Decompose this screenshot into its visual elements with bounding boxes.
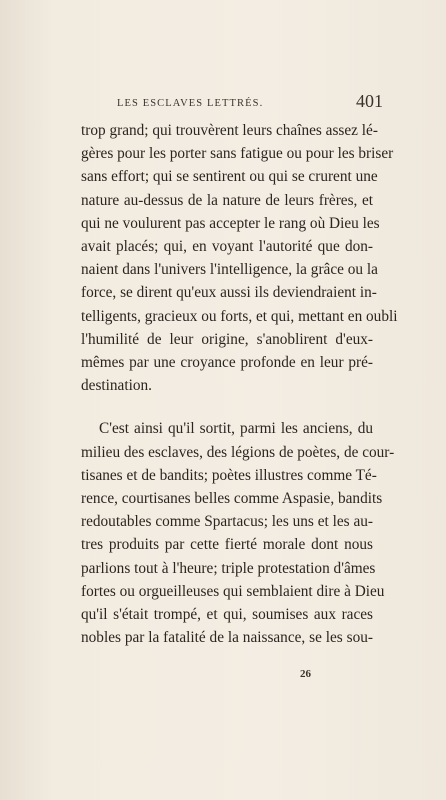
text-line: qu'il s'était trompé, et qui, soumises aux races xyxy=(81,606,373,624)
text-line: nobles par la fatalité de la naissance, se les sou- xyxy=(81,629,373,647)
text-line: trop grand; qui trouvèrent leurs chaînes assez lé- xyxy=(81,122,378,139)
text-line: force, se dirent qu'eux aussi ils deviendraient in- xyxy=(81,284,377,302)
running-head-title: LES ESCLAVES LETTRÉS. xyxy=(117,98,264,109)
text-line: C'est ainsi qu'il sortit, parmi les anciens, du xyxy=(99,420,373,438)
text-line: tres produits par cette fierté morale dont nous xyxy=(81,536,373,554)
paragraph-1 xyxy=(81,119,398,397)
text-line: nature au-dessus de la nature de leurs frères, et xyxy=(81,191,373,209)
text-line: destination. xyxy=(81,377,152,395)
body-text xyxy=(81,119,398,649)
page-number: 401 xyxy=(356,91,383,111)
text-line: naient dans l'univers l'intelligence, la grâce ou la xyxy=(81,261,378,279)
text-line: tisanes et de bandits; poètes illustres comme Té- xyxy=(81,466,377,484)
paragraph-2 xyxy=(81,417,395,649)
text-line: avait placés; qui, en voyant l'autorité que don- xyxy=(81,238,373,256)
text-line: redoutables comme Spartacus; les uns et les au- xyxy=(81,513,373,531)
text-line: milieu des esclaves, des légions de poètes, de cour- xyxy=(81,443,395,461)
text-line: fortes ou orgueilleuses qui semblaient dire à Dieu xyxy=(81,582,385,600)
text-line: sans effort; qui se sentirent ou qui se crurent une xyxy=(81,168,378,186)
signature-mark: 26 xyxy=(300,668,311,680)
text-line: rence, courtisanes belles comme Aspasie, bandits xyxy=(81,490,383,508)
text-line: mêmes par une croyance profonde en leur pré- xyxy=(81,354,373,372)
text-line: parlions tout à l'heure; triple protestation d'âmes xyxy=(81,559,376,577)
text-line: telligents, gracieux ou forts, et qui, mettant en oubli xyxy=(81,307,398,325)
text-line: gères pour les porter sans fatigue ou pour les briser xyxy=(81,145,394,163)
text-line: qui ne voulurent pas accepter le rang où Dieu les xyxy=(81,214,380,232)
text-line: l'humilité de leur origine, s'anoblirent d'eux- xyxy=(81,330,373,348)
